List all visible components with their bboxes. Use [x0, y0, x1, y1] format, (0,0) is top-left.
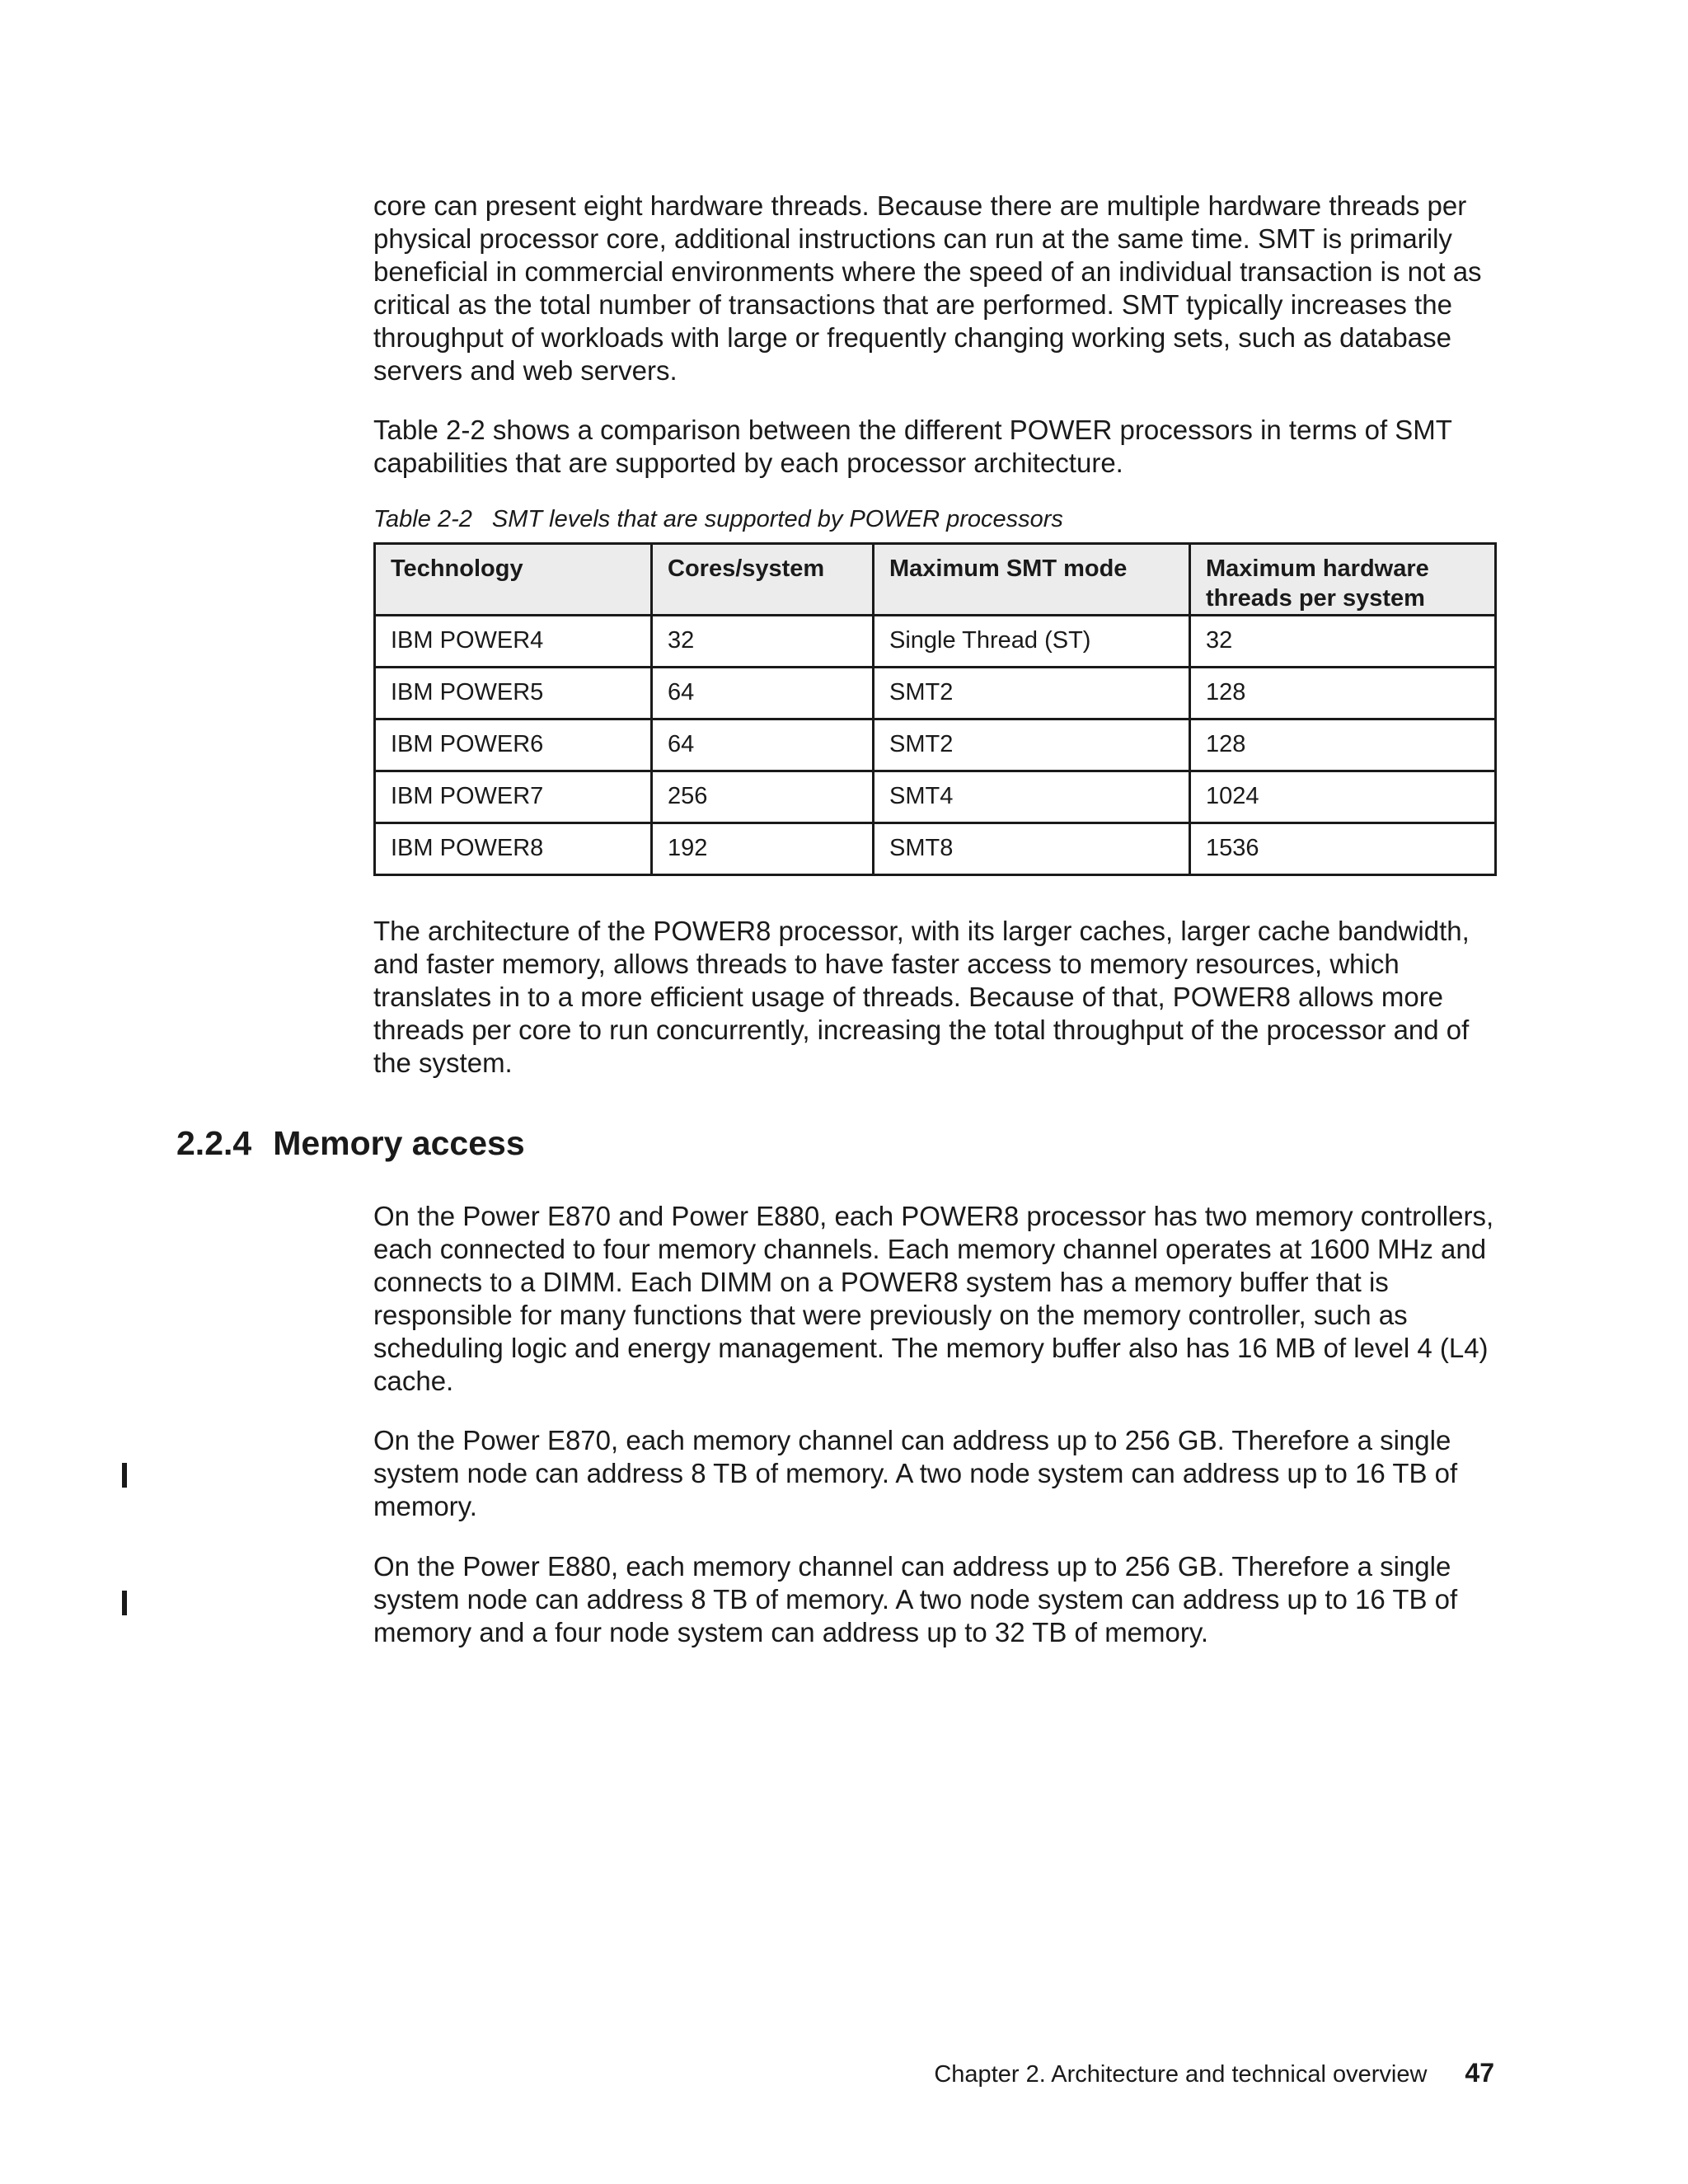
paragraph-power8-architecture: The architecture of the POWER8 processor, with its larger caches, larger cache bandwidth, and faster memory, allows threads to have faster access to memory resources, which translates in to a more efficient usage of threads. Because of that, POWER8 allows more threads per core to run concurrently, increasing the total throughput of the processor and of the system. — [373, 916, 1470, 1078]
paragraph-memory-controllers: On the Power E870 and Power E880, each POWER8 processor has two memory controllers, each connected to four memory channels. Each memory channel operates at 1600 MHz and connects to a DIMM. Each DIMM on a POWER8 system has a memory buffer that is responsible for many functions that were previously on the memory controller, such as scheduling logic and energy management. The memory buffer also has 16 MB of level 4 (L4) cache. — [373, 1201, 1494, 1396]
cell-threads: 32 — [1190, 616, 1496, 668]
table-row — [375, 771, 1496, 823]
section-number: 2.2.4 — [176, 1124, 252, 1162]
cell-threads: 1536 — [1190, 823, 1496, 875]
table-caption-number: Table 2-2 — [373, 506, 472, 532]
cell-smt-mode: SMT8 — [874, 823, 1190, 875]
cell-cores: 64 — [652, 668, 874, 719]
table-row — [375, 668, 1496, 719]
table-row — [375, 616, 1496, 668]
table-caption — [373, 504, 1063, 534]
cell-smt-mode: SMT2 — [874, 668, 1190, 719]
section-title: Memory access — [273, 1124, 525, 1162]
change-bar — [122, 1591, 127, 1615]
cell-technology: IBM POWER5 — [375, 668, 652, 719]
smt-levels-table — [373, 542, 1497, 876]
cell-cores: 32 — [652, 616, 874, 668]
cell-threads: 1024 — [1190, 771, 1496, 823]
cell-technology: IBM POWER7 — [375, 771, 652, 823]
paragraph-smt-intro: core can present eight hardware threads. Because there are multiple hardware threads per physical processor core, additional instructions can run at the same time. SMT is primarily beneficial in commercial environments where the speed of an individual transaction is not as critical as the total number of transactions that are performed. SMT typically increases the throughput of workloads with large or frequently changing working sets, such as database servers and web servers. — [373, 190, 1482, 386]
cell-cores: 64 — [652, 719, 874, 771]
change-bar — [122, 1463, 127, 1488]
header-max-smt-mode: Maximum SMT mode — [874, 544, 1190, 616]
cell-technology: IBM POWER6 — [375, 719, 652, 771]
header-cores-system: Cores/system — [652, 544, 874, 616]
cell-threads: 128 — [1190, 719, 1496, 771]
cell-technology: IBM POWER8 — [375, 823, 652, 875]
cell-smt-mode: SMT4 — [874, 771, 1190, 823]
section-heading — [176, 1122, 525, 1164]
table-row — [375, 823, 1496, 875]
table-caption-title: SMT levels that are supported by POWER processors — [491, 506, 1063, 532]
cell-smt-mode: Single Thread (ST) — [874, 616, 1190, 668]
table-row — [375, 719, 1496, 771]
cell-technology: IBM POWER4 — [375, 616, 652, 668]
footer-chapter-title: Chapter 2. Architecture and technical overview — [934, 2061, 1428, 2088]
header-max-hw-threads: Maximum hardware threads per system — [1190, 544, 1496, 616]
page-number: 47 — [1465, 2058, 1494, 2088]
cell-threads: 128 — [1190, 668, 1496, 719]
paragraph-e870-memory: On the Power E870, each memory channel can address up to 256 GB. Therefore a single system node can address 8 TB of memory. A two node system can address up to 16 TB of memory. — [373, 1425, 1458, 1521]
paragraph-table-intro: Table 2-2 shows a comparison between the different POWER processors in terms of SMT capabilities that are supported by each processor architecture. — [373, 415, 1452, 478]
table-header-row — [375, 544, 1496, 616]
header-technology: Technology — [375, 544, 652, 616]
cell-smt-mode: SMT2 — [874, 719, 1190, 771]
cell-cores: 192 — [652, 823, 874, 875]
paragraph-e880-memory: On the Power E880, each memory channel can address up to 256 GB. Therefore a single system node can address 8 TB of memory. A two node system can address up to 16 TB of memory and a four node system can address up to 32 TB of memory. — [373, 1551, 1458, 1647]
page-footer — [0, 2058, 1494, 2089]
cell-cores: 256 — [652, 771, 874, 823]
